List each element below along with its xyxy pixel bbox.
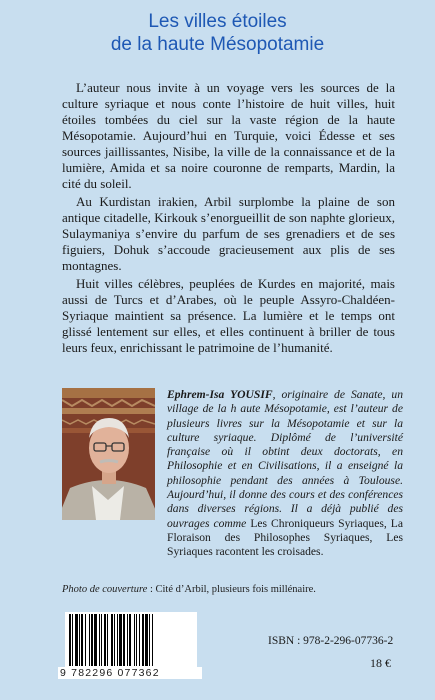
barcode-bar: [114, 614, 115, 666]
cover-caption: [62, 584, 316, 595]
barcode-bar: [145, 614, 148, 666]
price: 18 €: [370, 656, 391, 670]
title-line-2: de la haute Mésopotamie: [110, 34, 325, 55]
barcode-number: 9 782296 077362: [58, 667, 202, 679]
author-books: Les Chroniqueurs Syriaques, La Floraison des Philosophes Syriaques, Les Syriaques racontent les croisades.: [167, 516, 403, 559]
barcode-bar: [123, 614, 125, 666]
barcode-bar: [85, 614, 86, 666]
isbn: ISBN : 978-2-296-07736-2: [268, 635, 394, 647]
barcode-bar: [75, 614, 78, 666]
barcode-bar: [99, 614, 100, 666]
author-photo: [62, 388, 155, 520]
barcode-bar: [69, 614, 71, 666]
barcode-bar: [107, 614, 108, 666]
barcode-bar: [94, 614, 97, 666]
barcode-bar: [139, 614, 140, 666]
barcode-bar: [89, 614, 90, 666]
author-bio: [167, 388, 403, 560]
barcode-bar: [119, 614, 122, 666]
barcode-bar: [134, 614, 135, 666]
synopsis-paragraph-1: L’auteur nous invite à un voyage vers les sources de la culture syriaque et nous conte l’histoire de huit villes, huit étoiles tombées du ciel sur la vaste région de la haute Mésopotamie. Aujourd’hui en Turquie, voici Édesse et ses sources jaillissantes, Nisibe, la ville de la connaissance et de la lumière, Amida et sa noire couronne de remparts, Mardin, la cité du soleil.: [62, 80, 395, 191]
barcode-bar: [104, 614, 106, 666]
barcode-bar: [149, 614, 150, 666]
barcode-bar: [91, 614, 93, 666]
cover-caption-label: Photo de couverture: [62, 584, 148, 595]
author-bio-text: , originaire de Sanate, un village de la h aute Mésopotamie, est l’auteur de plusieurs livres sur la Mésopotamie et sur la culture syriaque. Diplômé de l’université française où il obtint deux doctorats, en Philosophie et en Civilisations, il a enseigné la philosophie pendant des années à Toulouse. Aujourd’hui, il donne des cours et des conférences dans diverses régions. Il a déjà publié des ouvrages comme: [167, 388, 403, 530]
barcode: [65, 612, 197, 674]
barcode-bar: [136, 614, 137, 666]
barcode-bar: [101, 614, 102, 666]
barcode-bar: [117, 614, 118, 666]
barcode-bar: [129, 614, 131, 666]
book-title: [0, 10, 435, 56]
title-line-1: Les villes étoiles: [148, 11, 287, 32]
barcode-bar: [127, 614, 128, 666]
synopsis-paragraph-3: Huit villes célèbres, peuplées de Kurdes en majorité, mais aussi de Turcs et d’Arabes, où le peuple Assyro-Chaldéen-Syriaque maintient sa présence. La lumière et le temps ont glissé lentement sur elles, et elles continuent à briller de tous leurs feux, enrichissant le patrimoine de l’humanité.: [62, 276, 395, 355]
barcode-bar: [142, 614, 144, 666]
author-name: Ephrem-Isa YOUSIF: [167, 388, 273, 401]
cover-caption-text: : Cité d’Arbil, plusieurs fois millénaire.: [147, 584, 316, 595]
barcode-bar: [72, 614, 73, 666]
synopsis-paragraph-2: Au Kurdistan irakien, Arbil surplombe la plaine de son antique citadelle, Kirkouk s’enorgueillit de son naphte glorieux, Sulaymaniya s’envire du parfum de ses grenadiers et de ses figuiers, Dohuk s’accoude gracieusement aux plis de ses montagnes.: [62, 194, 395, 273]
barcode-bar: [79, 614, 80, 666]
barcode-bar: [152, 614, 153, 666]
author-portrait-image: [62, 388, 155, 520]
barcode-bar: [81, 614, 83, 666]
synopsis: [62, 80, 395, 358]
barcode-bar: [111, 614, 113, 666]
